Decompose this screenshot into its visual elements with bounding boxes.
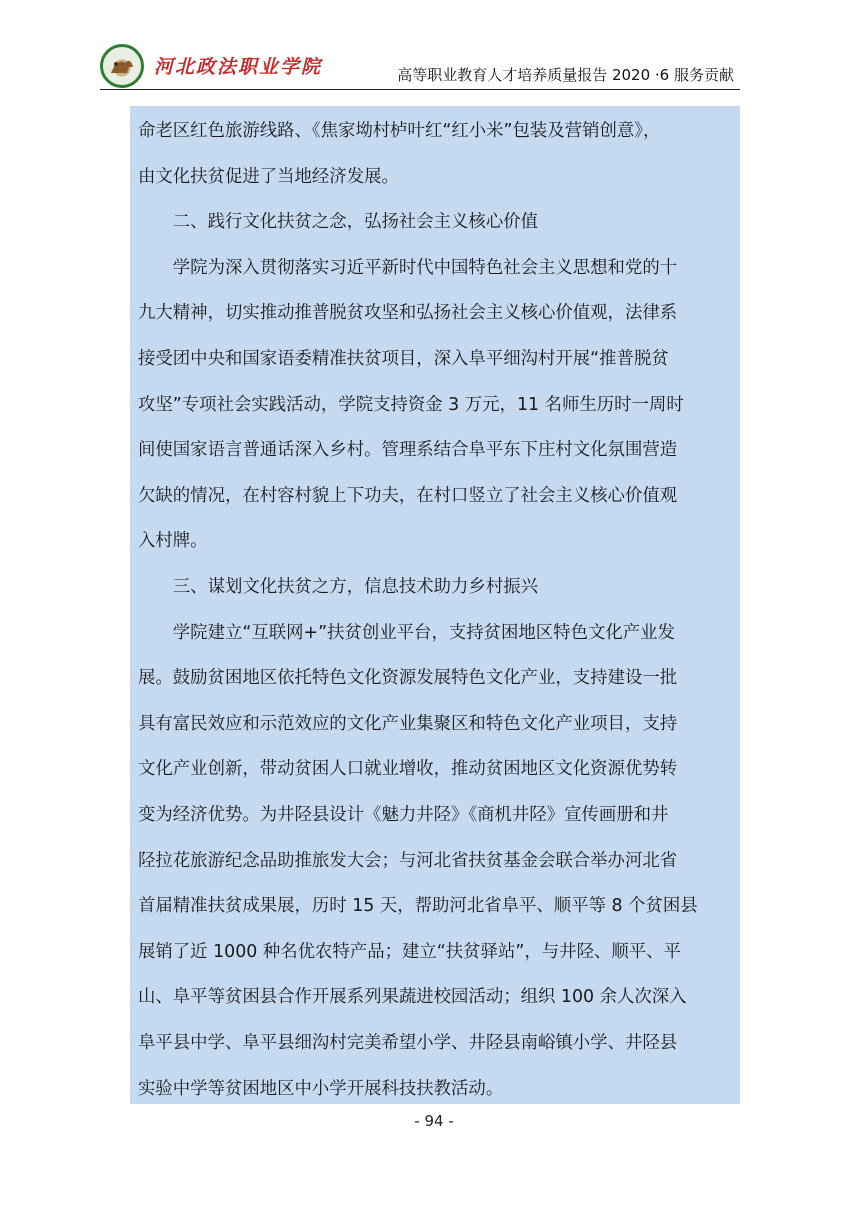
body-line: 接受团中央和国家语委精准扶贫项目，深入阜平细沟村开展“推普脱贫 xyxy=(138,349,669,369)
body-line: 陉拉花旅游纪念品助推旅发大会；与河北省扶贫基金会联合举办河北省 xyxy=(138,850,678,871)
body-line: 展。鼓励贫困地区依托特色文化资源发展特色文化产业，支持建设一批 xyxy=(138,668,678,689)
body-line: 山、阜平等贫困县合作开展系列果蔬进校园活动；组织 100 余人次深入 xyxy=(138,987,687,1008)
body-line: 阜平县中学、阜平县细沟村完美希望小学、井陉县南峪镇小学、井陉县 xyxy=(138,1033,678,1053)
body-line: 入村牌。 xyxy=(138,531,208,552)
body-line: 展销了近 1000 种名优农特产品；建立“扶贫驿站”，与井陉、顺平、平 xyxy=(138,941,681,962)
section-heading: 三、谋划文化扶贫之方，信息技术助力乡村振兴 xyxy=(138,577,538,597)
body-line: 由文化扶贫促进了当地经济发展。 xyxy=(138,166,399,187)
body-line: 命老区红色旅游线路、《焦家坳村栌叶红“红小米”包装及营销创意》， xyxy=(138,121,661,141)
report-title: 高等职业教育人才培养质量报告 2020 ·6 服务贡献 xyxy=(397,66,734,84)
school-emblem-icon xyxy=(100,44,144,88)
page-number: - 94 - xyxy=(414,1112,454,1130)
body-line: 变为经济优势。为井陉县设计《魅力井陉》《商机井陉》宣传画册和井 xyxy=(138,805,669,825)
body-line: 攻坚”专项社会实践活动，学院支持资金 3 万元，11 名师生历时一周时 xyxy=(138,394,684,415)
body-line: 间使国家语言普通话深入乡村。管理系结合阜平东下庄村文化氛围营造 xyxy=(138,440,678,461)
header-divider xyxy=(100,89,740,90)
body-line: 首届精准扶贫成果展，历时 15 天，帮助河北省阜平、顺平等 8 个贫困县 xyxy=(138,896,698,917)
body-line: 学院为深入贯彻落实习近平新时代中国特色社会主义思想和党的十 xyxy=(138,257,678,278)
page-header xyxy=(100,38,740,88)
body-line: 文化产业创新，带动贫困人口就业增收，推动贫困地区文化资源优势转 xyxy=(138,759,678,780)
section-heading: 二、践行文化扶贫之念，弘扬社会主义核心价值 xyxy=(138,212,538,233)
body-line: 具有富民效应和示范效应的文化产业集聚区和特色文化产业项目，支持 xyxy=(138,713,678,734)
body-line: 欠缺的情况，在村容村貌上下功夫，在村口竖立了社会主义核心价值观 xyxy=(138,485,678,506)
body-line: 九大精神，切实推动推普脱贫攻坚和弘扬社会主义核心价值观，法律系 xyxy=(138,303,678,324)
body-line: 学院建立“互联网+”扶贫创业平台，支持贫困地区特色文化产业发 xyxy=(138,622,675,643)
body-text-block xyxy=(130,106,740,1104)
body-line: 实验中学等贫困地区中小学开展科技扶教活动。 xyxy=(138,1078,504,1099)
school-name: 河北政法职业学院 xyxy=(154,56,323,78)
